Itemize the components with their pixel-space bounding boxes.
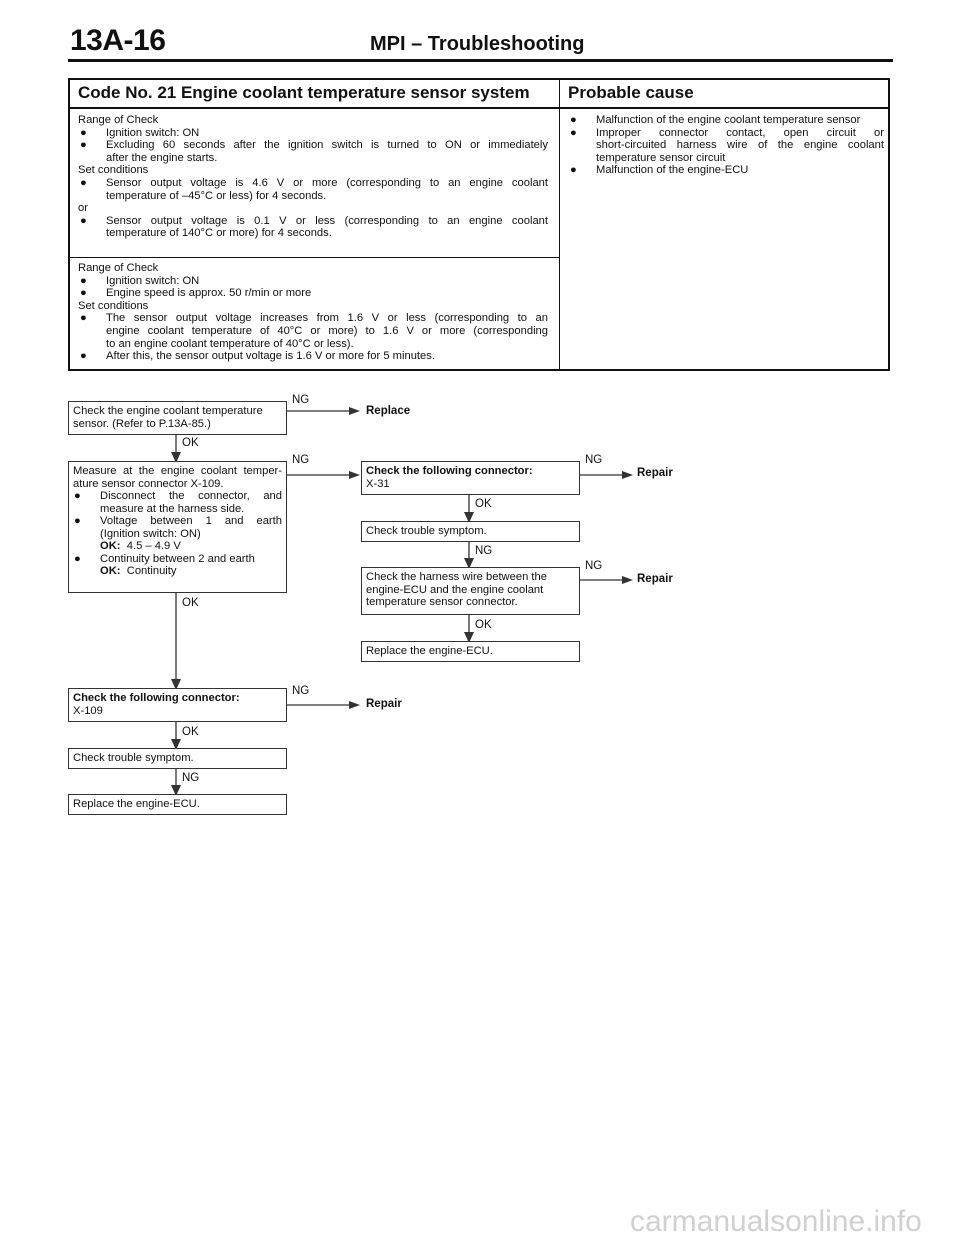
ng-label: NG [292,685,310,697]
cause-text: temperature sensor circuit [596,151,726,164]
ng-label: NG [585,454,603,466]
bullet-icon: ● [570,164,577,177]
box-title: Check the following connector: [366,465,533,477]
ng-label: NG [585,560,603,572]
page-title: MPI – Troubleshooting [370,33,585,55]
bullet-text: engine coolant temperature of 40°C or more) to 1.6 V or more (corresponding [106,324,548,337]
bullet-text: Sensor output voltage is 0.1 V or less (corresponding to an engine coolant [106,214,548,227]
box-text: Check trouble symptom. [366,525,487,537]
bullet-text: after the engine starts. [106,151,218,164]
text-line: Set conditions [78,164,149,177]
ok-label: OK: [100,565,121,577]
bullet-icon: ● [80,274,87,287]
page-number: 13A-16 [70,24,166,57]
ok-label: OK: [100,540,121,552]
cause-text: Improper connector contact, open circuit or [596,126,884,139]
ng-label: NG [292,394,310,406]
replace-result: Replace [366,405,411,417]
bullet-text: to an engine coolant temperature of 40°C or less). [106,337,354,350]
ok-label: OK [182,437,199,449]
bullet-icon: ● [74,552,81,565]
bullet-icon: ● [74,490,81,502]
box-text: sensor. (Refer to P.13A-85.) [73,417,211,430]
box-text: X-31 [366,477,390,490]
bullet-icon: ● [80,350,87,363]
bullet-item [73,553,282,578]
ng-label: NG [182,772,200,784]
bullet-text: temperature of –45°C or less) for 4 seconds. [106,189,327,202]
box-text: Check the harness wire between the [366,571,547,583]
box-text: Check trouble symptom. [73,752,194,764]
replace-ecu-box-2 [68,794,287,815]
box-title: Check the following connector: [73,692,240,704]
check-trouble-symptom-box-2 [68,748,287,769]
ok-value: 4.5 – 4.9 V [126,540,181,552]
ng-label: NG [475,545,493,557]
measure-connector-box [68,461,287,593]
box-text: X-109 [73,704,103,717]
text-line: or [78,202,88,215]
repair-result: Repair [366,698,402,710]
ok-label: OK [475,619,492,631]
bullet-icon: ● [80,176,87,189]
bullet-text: Engine speed is approx. 50 r/min or more [106,287,312,300]
text-line: Range of Check [78,114,159,126]
box-text: Check the engine coolant temperature [73,405,263,417]
box-text: Replace the engine-ECU. [73,798,200,810]
box-text: measure at the harness side. [100,502,245,515]
bullet-text: Ignition switch: ON [106,274,200,287]
box-text: engine-ECU and the engine coolant [366,583,544,596]
box-text: Replace the engine-ECU. [366,645,493,657]
check-harness-wire-box [361,567,580,615]
box-text: Continuity between 2 and earth [100,552,255,565]
repair-result: Repair [637,467,673,479]
ok-label: OK [475,498,492,510]
ok-label: OK [182,726,199,738]
text-line: Set conditions [78,299,149,312]
check-sensor-box [68,401,287,435]
bullet-icon: ● [80,126,87,139]
box-text: Voltage between 1 and earth [100,515,282,527]
bullet-item [73,490,282,515]
code-header: Code No. 21 Engine coolant temperature sensor system [78,83,530,102]
bullet-text: temperature of 140°C or more) for 4 seconds. [106,227,332,240]
replace-ecu-box [361,641,580,662]
box-text: Disconnect the connector, and [100,490,282,502]
bullet-text: Ignition switch: ON [106,126,200,139]
bullet-icon: ● [74,515,81,527]
bullet-item [73,515,282,553]
bullet-icon: ● [570,114,577,126]
check-connector-x31-box [361,461,580,495]
ok-value: Continuity [126,565,177,577]
bullet-icon: ● [80,312,87,325]
repair-result: Repair [637,573,673,585]
check-trouble-symptom-box [361,521,580,542]
box-text: temperature sensor connector. [366,596,518,608]
bullet-icon: ● [570,126,577,139]
bullet-text: Excluding 60 seconds after the ignition switch is turned to ON or immediately [106,139,548,152]
box-text: (Ignition switch: ON) [100,527,201,540]
bullet-icon: ● [80,139,87,152]
check-connector-x109-box [68,688,287,722]
bullet-text: The sensor output voltage increases from 1.6 V or less (corresponding to an [106,312,548,325]
cause-text: Malfunction of the engine-ECU [596,164,749,177]
probable-cause-header: Probable cause [568,83,694,102]
text-line: Range of Check [78,262,159,274]
ng-label: NG [292,454,310,466]
watermark: carmanualsonline.info [630,1205,922,1238]
bullet-text: Sensor output voltage is 4.6 V or more (corresponding to an engine coolant [106,176,548,189]
ok-label: OK [182,597,199,609]
box-text: ature sensor connector X-109. [73,477,224,490]
bullet-text: After this, the sensor output voltage is 1.6 V or more for 5 minutes. [106,350,435,363]
cause-text: Malfunction of the engine coolant temperature sensor [596,114,861,126]
cause-text: short-circuited harness wire of the engine coolant [596,139,884,152]
bullet-icon: ● [80,287,87,300]
bullet-icon: ● [80,214,87,227]
box-text: Measure at the engine coolant temper- [73,465,282,477]
